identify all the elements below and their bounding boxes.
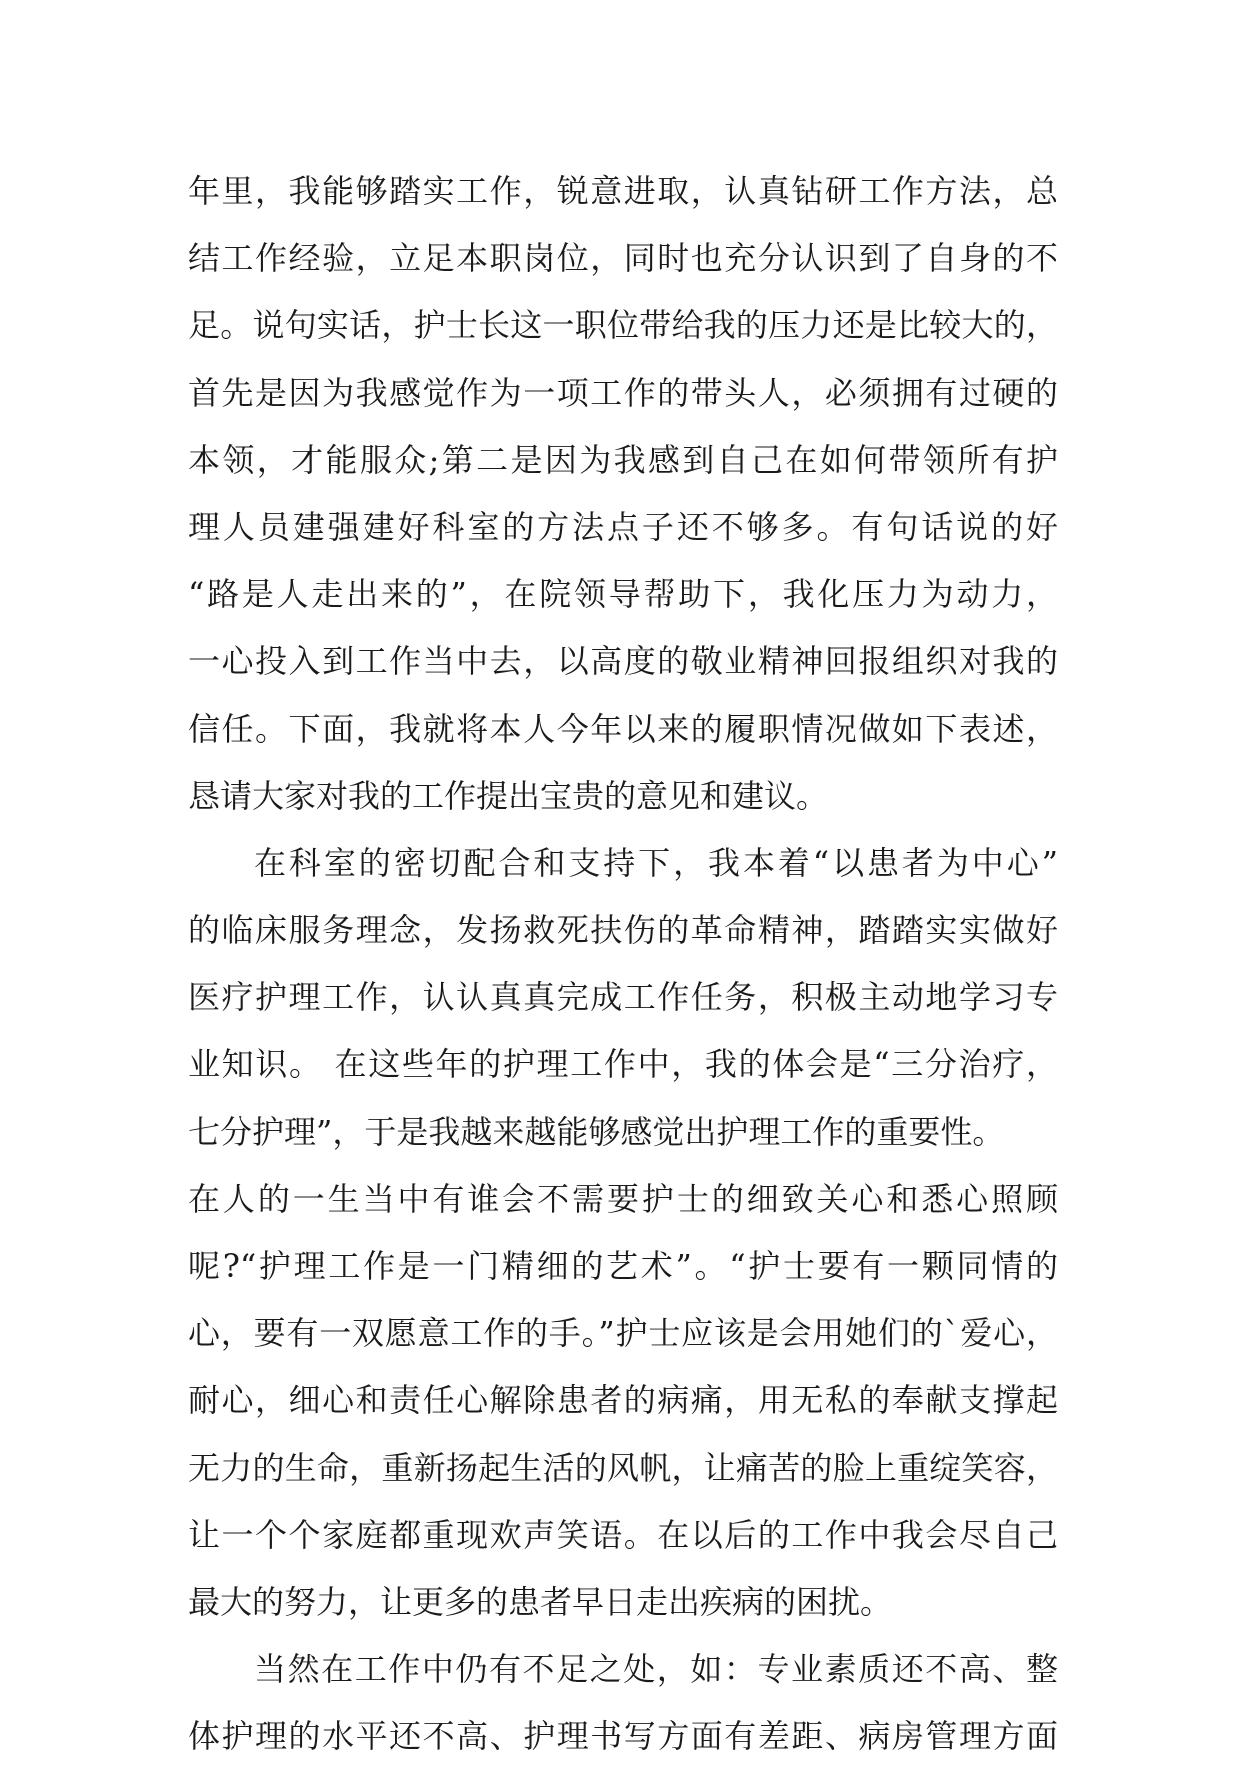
text-line: 耐心，细心和责任心解除患者的病痛，用无私的奉献支撑起: [188, 1381, 1058, 1420]
text-line: 的临床服务理念，发扬救死扶伤的革命精神，踏踏实实做好: [188, 911, 1058, 950]
text-line: 心，要有一双愿意工作的手。”护士应该是会用她们的`爱心，: [188, 1314, 1058, 1353]
paragraph-start-line: 在科室的密切配合和支持下，我本着“以患者为中心”: [254, 843, 1058, 882]
text-line: 无力的生命，重新扬起生活的风帆，让痛苦的脸上重绽笑容，: [188, 1448, 1058, 1487]
text-line: 七分护理”，于是我越来越能够感觉出护理工作的重要性。: [188, 1112, 1005, 1151]
text-line: 医疗护理工作，认认真真完成工作任务，积极主动地学习专: [188, 978, 1058, 1017]
text-line: 理人员建强建好科室的方法点子还不够多。有句话说的好: [188, 507, 1058, 546]
text-line: 让一个个家庭都重现欢声笑语。在以后的工作中我会尽自己: [188, 1515, 1058, 1554]
text-line: 在人的一生当中有谁会不需要护士的细致关心和悉心照顾: [188, 1179, 1058, 1218]
text-line: 首先是因为我感觉作为一项工作的带头人，必须拥有过硬的: [188, 373, 1058, 412]
text-line: 一心投入到工作当中去，以高度的敬业精神回报组织对我的: [188, 642, 1058, 681]
body-text: [188, 158, 1058, 1771]
text-line: 体护理的水平还不高、护理书写方面有差距、病房管理方面: [188, 1717, 1058, 1756]
paragraph-start-line: 当然在工作中仍有不足之处，如：专业素质还不高、整: [254, 1650, 1058, 1689]
text-line: 业知识。 在这些年的护理工作中，我的体会是“三分治疗，: [188, 1045, 1058, 1084]
text-line: 最大的努力，让更多的患者早日走出疾病的困扰。: [188, 1582, 893, 1621]
text-line: 结工作经验，立足本职岗位，同时也充分认识到了自身的不: [188, 239, 1058, 278]
text-line: 呢?“护理工作是一门精细的艺术”。“护士要有一颗同情的: [188, 1247, 1058, 1285]
text-line: 信任。下面，我就将本人今年以来的履职情况做如下表述，: [188, 709, 1058, 748]
text-line: 恳请大家对我的工作提出宝贵的意见和建议。: [188, 776, 829, 815]
text-line: 足。说句实话，护士长这一职位带给我的压力还是比较大的，: [188, 306, 1058, 345]
text-line: 本领，才能服众;第二是因为我感到自己在如何带领所有护: [188, 440, 1058, 479]
text-line: “路是人走出来的”，在院领导帮助下，我化压力为动力，: [188, 575, 1058, 614]
text-line: 年里，我能够踏实工作，锐意进取，认真钻研工作方法，总: [188, 172, 1058, 210]
